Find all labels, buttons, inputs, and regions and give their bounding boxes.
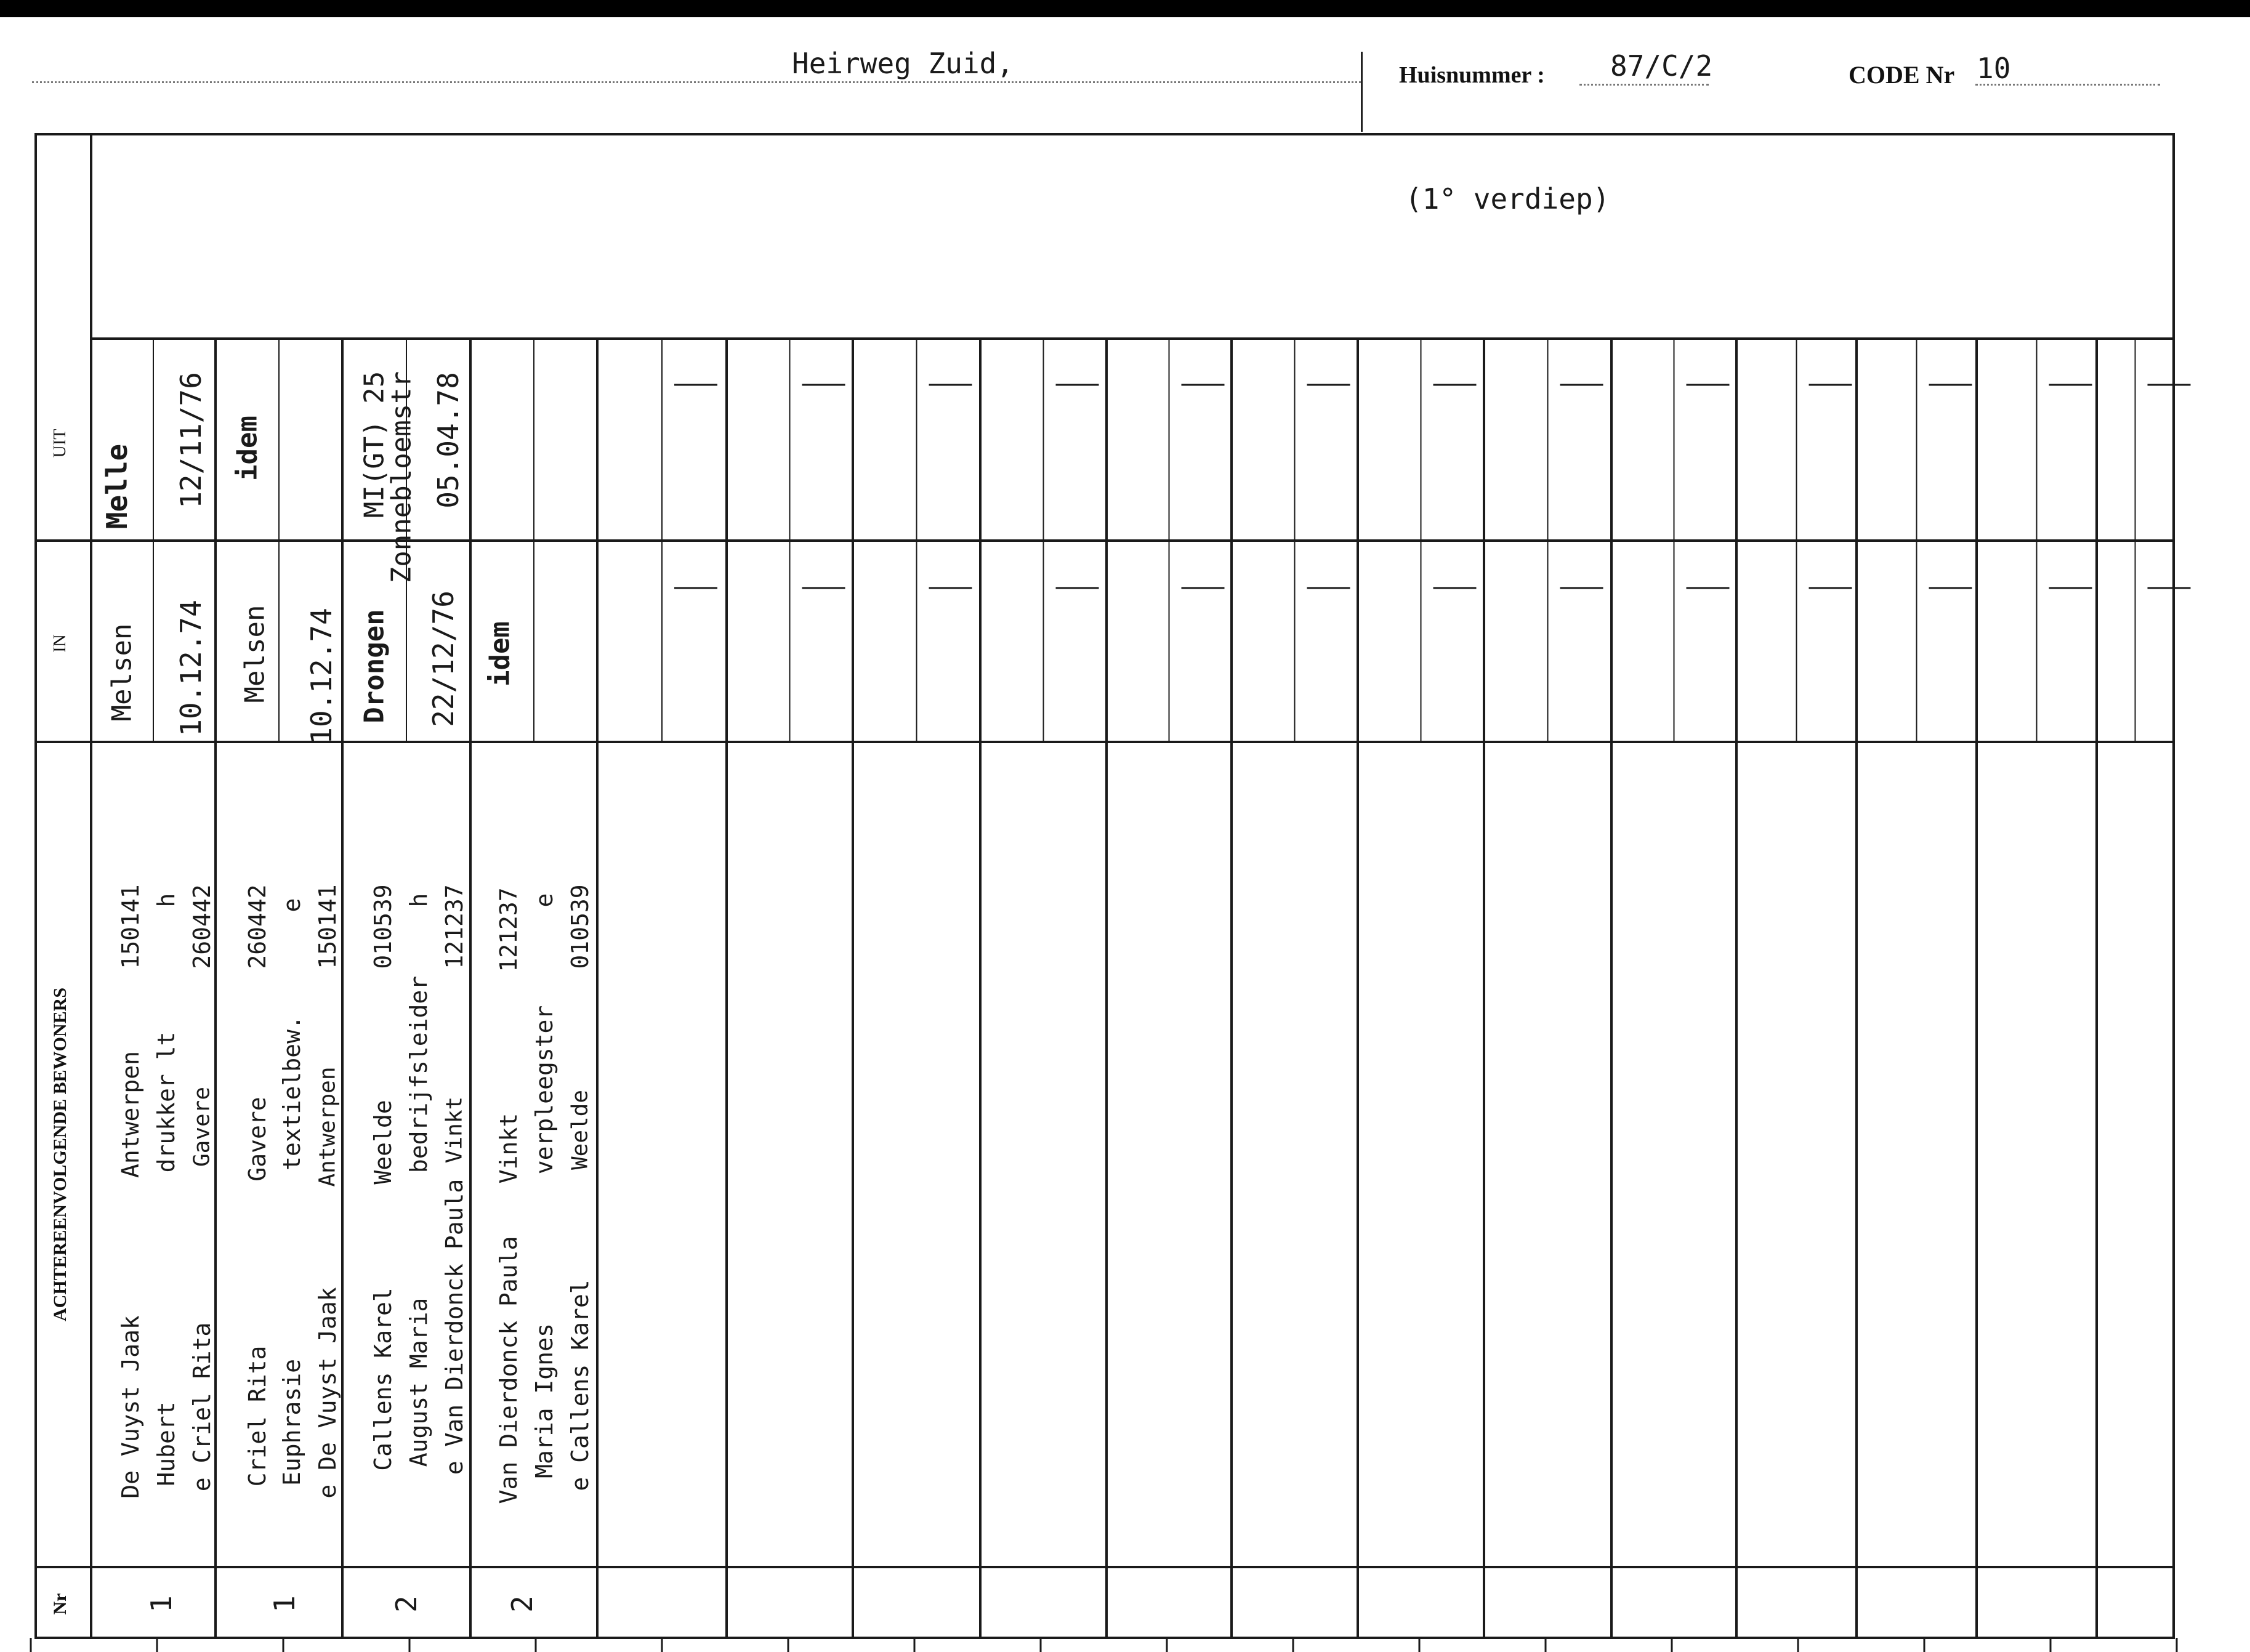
record-1-uit-date: 12/11/76 xyxy=(174,372,208,509)
record-4-in-place: idem xyxy=(484,621,516,687)
record-1-detail-line-3: Gavere xyxy=(189,1086,215,1167)
record-3-detail-line-1: Weelde xyxy=(369,1100,397,1185)
uit-row-label: UIT xyxy=(50,429,70,458)
record-4-detail-line-1: Vinkt xyxy=(495,1113,522,1184)
record-2-in-place: Melsen xyxy=(239,605,271,703)
record-1-uit-place: Melle xyxy=(100,443,134,530)
record-4-code-line-1: 121237 xyxy=(495,887,522,972)
record-1-detail-line-1: Antwerpen xyxy=(117,1051,144,1178)
record-3-name-line-2: August Maria xyxy=(405,1297,432,1467)
in-row-label: IN xyxy=(50,634,70,653)
record-1-in-date: 10.12.74 xyxy=(174,600,208,736)
record-2-name-line-3: e De Vuyst Jaak xyxy=(314,1287,341,1499)
record-1-name-line-3: e Criel Rita xyxy=(188,1322,216,1492)
record-2-detail-line-3: Antwerpen xyxy=(315,1066,341,1187)
record-2-code-line-3: 150141 xyxy=(314,884,341,969)
record-3-code-line-2: h xyxy=(405,893,432,908)
record-1-code-line-1: 150141 xyxy=(117,884,144,969)
floor-note: (1° verdiep) xyxy=(1405,182,1610,216)
record-3-detail-line-3: Vinkt xyxy=(442,1096,467,1164)
record-2-detail-line-2: textielbew. xyxy=(278,1015,305,1171)
record-2-uit-place: idem xyxy=(232,416,264,481)
record-1-code-line-2: h xyxy=(153,893,180,908)
record-3-in-date: 22/12/76 xyxy=(427,590,460,727)
street-name: Heirweg Zuid, xyxy=(792,47,1014,80)
record-3-in-place: Drongen xyxy=(358,609,390,723)
record-3-uit-place-2: Zonnebloemstr xyxy=(385,371,417,584)
record-2-name-line-1: Criel Rita xyxy=(244,1345,271,1487)
record-1-name-line-1: De Vuyst Jaak xyxy=(117,1315,144,1499)
record-4-nr: 2 xyxy=(506,1595,539,1613)
record-3-name-line-3: e Van Dierdonck Paula xyxy=(441,1179,468,1475)
record-4-detail-line-2: verpleegster xyxy=(531,1005,558,1175)
house-number-label: Huisnummer : xyxy=(1399,62,1545,88)
residents-row-label: ACHTEREENVOLGENDE BEWONERS xyxy=(50,987,70,1322)
record-4-code-line-3: 010539 xyxy=(567,884,594,969)
record-2-nr: 1 xyxy=(268,1595,301,1613)
record-1-code-line-3: 260442 xyxy=(188,884,216,969)
record-3-nr: 2 xyxy=(390,1595,423,1613)
record-2-detail-line-1: Gavere xyxy=(244,1097,271,1182)
record-2-code-line-1: 260442 xyxy=(244,884,271,969)
nr-row-label: Nr xyxy=(50,1593,70,1615)
record-1-name-line-2: Hubert xyxy=(153,1401,180,1486)
house-number-value: 87/C/2 xyxy=(1610,49,1713,83)
record-3-code-line-1: 010539 xyxy=(369,884,397,969)
record-3-uit-date: 05.04.78 xyxy=(432,372,465,509)
code-label: CODE Nr xyxy=(1849,61,1955,89)
record-1-detail-line-2: drukker lt xyxy=(153,1031,180,1173)
record-3-code-line-3: 121237 xyxy=(441,884,468,969)
record-3-uit-place: MI(GT) 25 xyxy=(358,371,390,518)
record-4-code-line-2: e xyxy=(531,893,558,908)
record-3-name-line-1: Callens Karel xyxy=(369,1287,397,1471)
record-4-name-line-1: Van Dierdonck Paula xyxy=(495,1236,522,1504)
record-4-name-line-3: e Callens Karel xyxy=(567,1279,594,1491)
record-4-detail-line-3: Weelde xyxy=(567,1089,593,1171)
record-1-nr: 1 xyxy=(145,1595,178,1613)
record-4-name-line-2: Maria Ignes xyxy=(531,1323,558,1478)
record-1-in-place: Melsen xyxy=(106,623,138,722)
code-value: 10 xyxy=(1977,52,2011,85)
record-2-code-line-2: e xyxy=(278,898,305,913)
record-2-name-line-2: Euphrasie xyxy=(278,1359,305,1486)
record-2-in-date: 10.12.74 xyxy=(305,608,338,744)
record-3-detail-line-2: bedrijfsleider xyxy=(405,975,432,1174)
